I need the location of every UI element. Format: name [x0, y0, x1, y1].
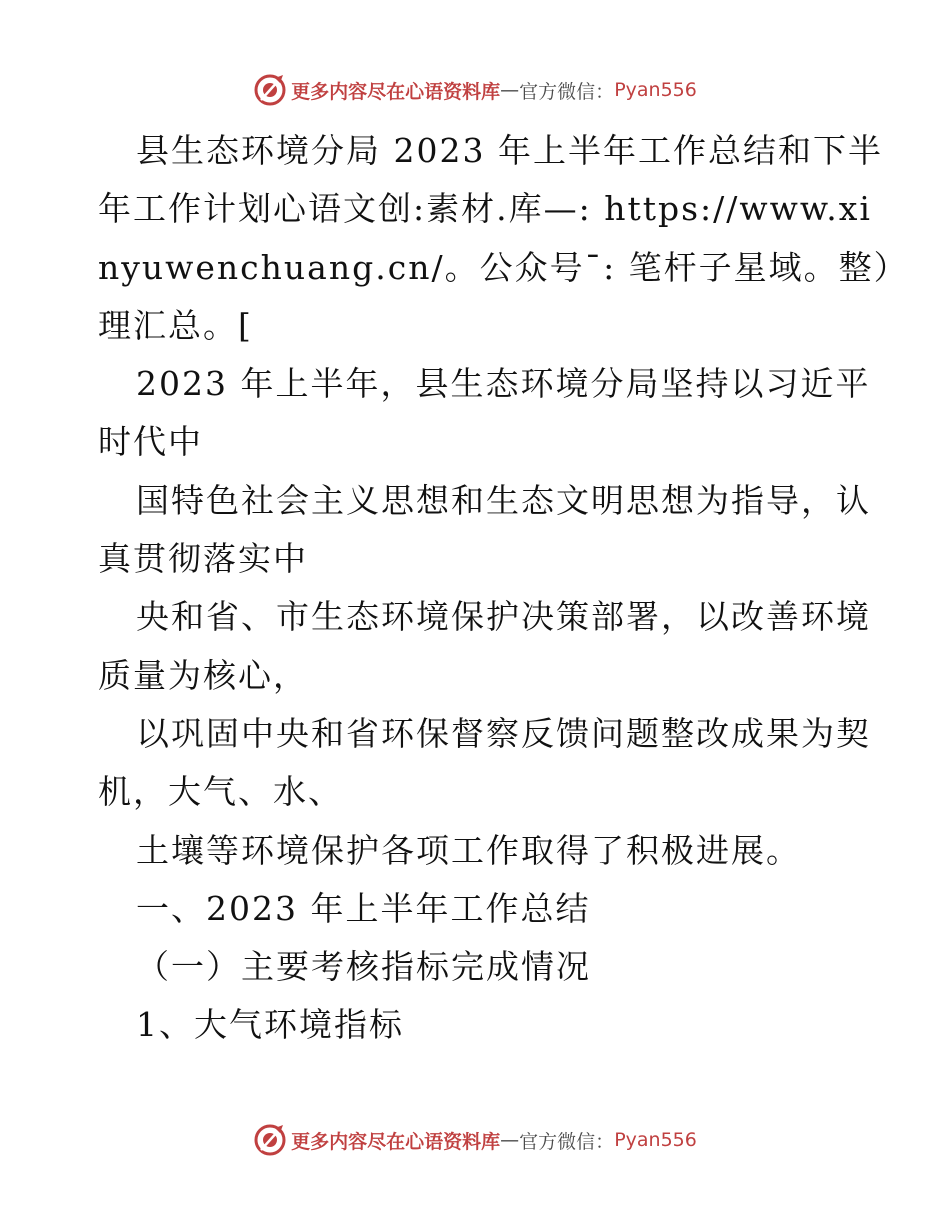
footer-contact-id: Pyan556 [614, 1129, 697, 1151]
paragraph-line: 国特色社会主义思想和生态文明思想为指导，认 [136, 480, 871, 520]
item-heading: 1、大气环境指标 [136, 1005, 404, 1045]
paragraph-line: 以巩固中央和省环保督察反馈问题整改成果为契 [136, 713, 871, 753]
footer-dash: — [500, 1129, 520, 1151]
paragraph-line: 土壤等环境保护各项工作取得了积极进展。 [136, 830, 801, 870]
paragraph-line: 质量为核心， [98, 655, 308, 695]
paragraph-line: 2023 年上半年，县生态环境分局坚持以习近平 [136, 364, 871, 404]
header-contact-id: Pyan556 [614, 79, 697, 101]
footer-contact-label: 官方微信： [519, 1130, 615, 1153]
paragraph-line: 央和省、市生态环境保护决策部署，以改善环境 [136, 597, 871, 637]
seal-logo-icon [253, 1123, 287, 1157]
subsection-heading: （一）主要考核指标完成情况 [136, 947, 591, 987]
footer-banner [0, 1122, 950, 1158]
footer-brand-text: 更多内容尽在心语资料库 [291, 1130, 501, 1153]
header-banner [0, 72, 950, 108]
paragraph-line: 机，大气、水、 [98, 772, 343, 812]
header-contact-label: 官方微信： [519, 80, 615, 103]
section-heading: 一、2023 年上半年工作总结 [136, 888, 591, 928]
title-line-1: 县生态环境分局 2023 年上半年工作总结和下半 [136, 131, 883, 170]
header-dash: — [500, 79, 520, 101]
paragraph-line: 真贯彻落实中 [98, 539, 308, 579]
title-line-3: nyuwenchuang.cn/。公众号¯: 笔杆子星域。整） [98, 247, 909, 287]
header-brand-text: 更多内容尽在心语资料库 [291, 80, 501, 103]
paragraph-line: 时代中 [98, 422, 203, 462]
title-line-4: 理汇总。[ [98, 305, 253, 345]
title-line-2: 年工作计划心语文创:素材.库—: https://www.xi [98, 189, 872, 229]
document-body [98, 122, 909, 1055]
seal-logo-icon [253, 73, 287, 107]
